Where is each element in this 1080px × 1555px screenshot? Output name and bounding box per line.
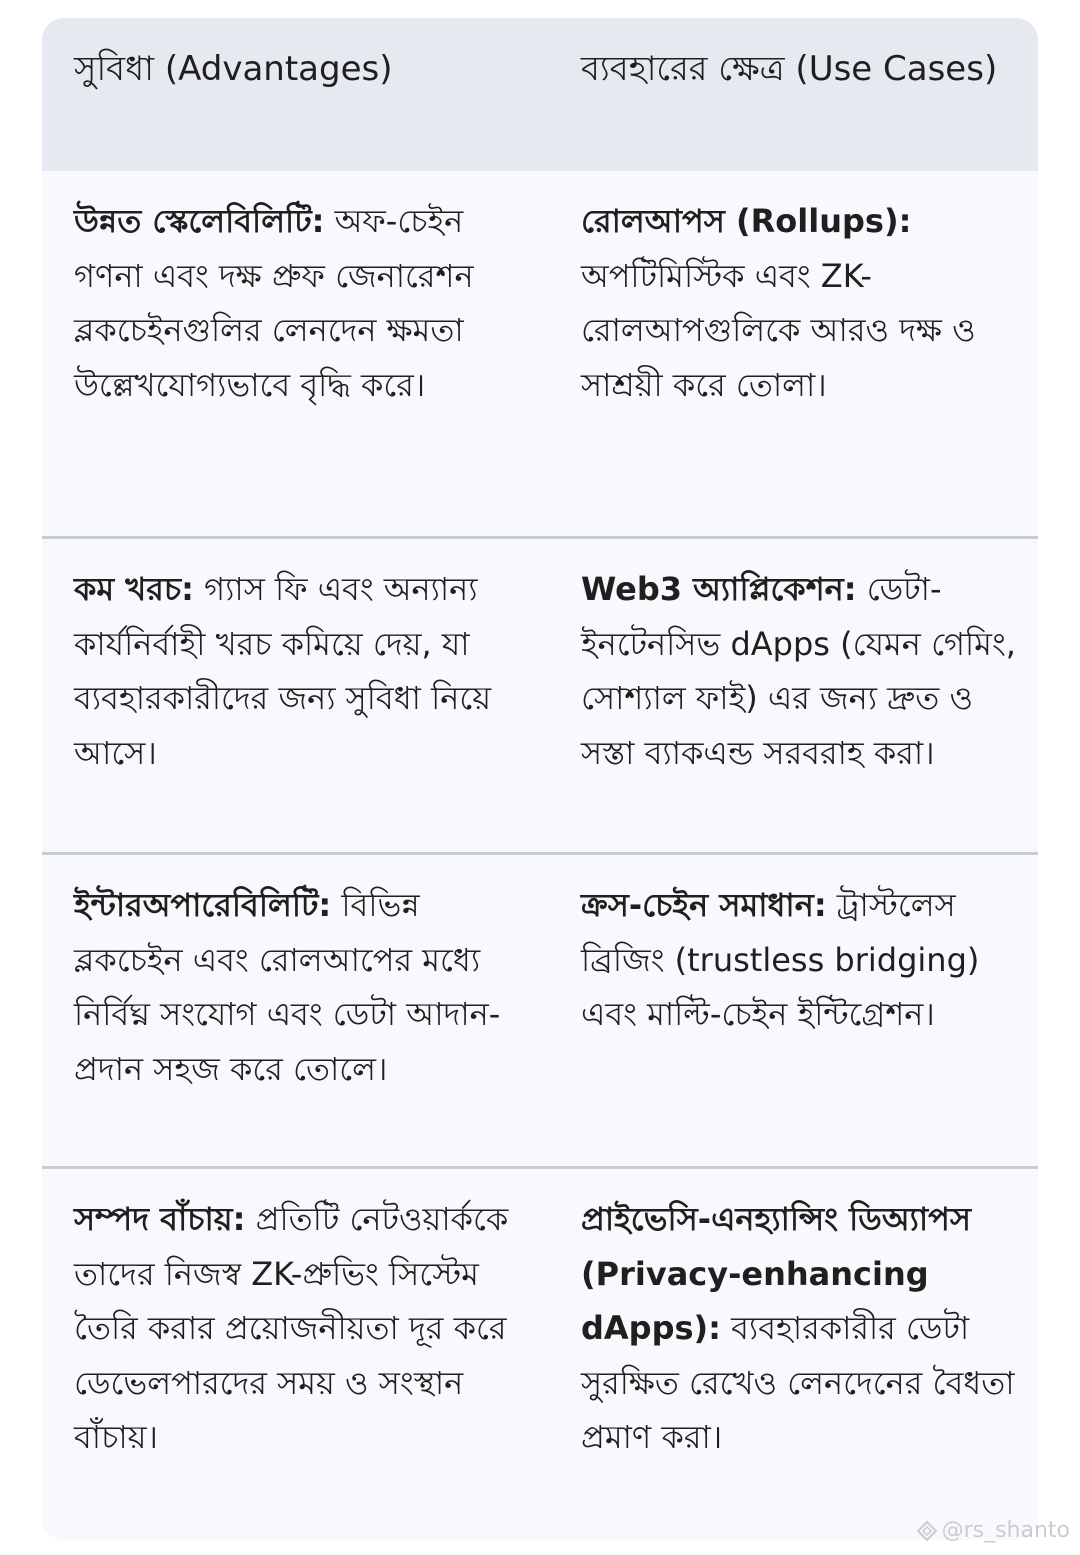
advantage-text: প্রতিটি নেটওয়ার্ককে তাদের নিজস্ব ZK-প্রুভিং সিস্টেম তৈরি করার প্রয়োজনীয়তা দূর করে ডেভেলপারদের সময় ও সংস্থান বাঁচায়। xyxy=(74,1200,509,1456)
watermark-text: @rs_shanto xyxy=(941,1518,1070,1543)
table-row xyxy=(42,1169,1038,1540)
advantage-cell xyxy=(42,1169,549,1540)
use-case-title: প্রাইভেসি-এনহ্যান্সিং ডিঅ্যাপস (Privacy-enhancing dApps): xyxy=(581,1200,971,1347)
diamond-logo-icon xyxy=(916,1520,938,1542)
table-row xyxy=(42,855,1038,1169)
header-advantages: সুবিধা (Advantages) xyxy=(74,49,393,89)
use-case-cell xyxy=(549,855,1038,1166)
advantage-title: কম খরচ: xyxy=(74,570,194,608)
use-case-title: রোলআপস (Rollups): xyxy=(581,202,912,240)
advantage-title: ইন্টারঅপারেবিলিটি: xyxy=(74,886,332,924)
use-case-title: Web3 অ্যাপ্লিকেশন: xyxy=(581,570,857,608)
header-use-cases: ব্যবহারের ক্ষেত্র (Use Cases) xyxy=(581,49,998,89)
advantage-cell xyxy=(42,171,549,536)
advantage-cell xyxy=(42,855,549,1166)
watermark xyxy=(916,1518,1070,1543)
use-case-title: ক্রস-চেইন সমাধান: xyxy=(581,886,827,924)
table-header-row xyxy=(42,18,1038,171)
use-case-cell xyxy=(549,539,1038,852)
advantage-text: অফ-চেইন গণনা এবং দক্ষ প্রুফ জেনারেশন ব্লকচেইনগুলির লেনদেন ক্ষমতা উল্লেখযোগ্যভাবে বৃদ্ধি করে। xyxy=(74,202,474,404)
use-case-text: অপটিমিস্টিক এবং ZK-রোলআপগুলিকে আরও দক্ষ ও সাশ্রয়ী করে তোলা। xyxy=(581,256,976,404)
table-row xyxy=(42,539,1038,855)
use-case-text: ব্যবহারকারীর ডেটা সুরক্ষিত রেখেও লেনদেনের বৈধতা প্রমাণ করা। xyxy=(581,1309,1015,1456)
use-case-text: ডেটা-ইনটেনসিভ dApps (যেমন গেমিং, সোশ্যাল ফাই) এর জন্য দ্রুত ও সস্তা ব্যাকএন্ড সরবরাহ করা। xyxy=(581,570,1016,772)
advantage-text: বিভিন্ন ব্লকচেইন এবং রোলআপের মধ্যে নির্বিঘ্ন সংযোগ এবং ডেটা আদান-প্রদান সহজ করে তোলে। xyxy=(74,886,501,1088)
advantage-cell xyxy=(42,539,549,852)
use-case-cell xyxy=(549,171,1038,536)
advantage-title: সম্পদ বাঁচায়: xyxy=(74,1200,246,1238)
advantage-text: গ্যাস ফি এবং অন্যান্য কার্যনির্বাহী খরচ কমিয়ে দেয়, যা ব্যবহারকারীদের জন্য সুবিধা নিয়ে আসে। xyxy=(74,570,492,772)
use-case-cell xyxy=(549,1169,1038,1540)
advantage-title: উন্নত স্কেলেবিলিটি: xyxy=(74,202,325,240)
comparison-table xyxy=(42,18,1038,1540)
use-case-text: ট্রাস্টলেস ব্রিজিং (trustless bridging) এবং মাল্টি-চেইন ইন্টিগ্রেশন। xyxy=(581,886,980,1033)
table-row xyxy=(42,171,1038,539)
